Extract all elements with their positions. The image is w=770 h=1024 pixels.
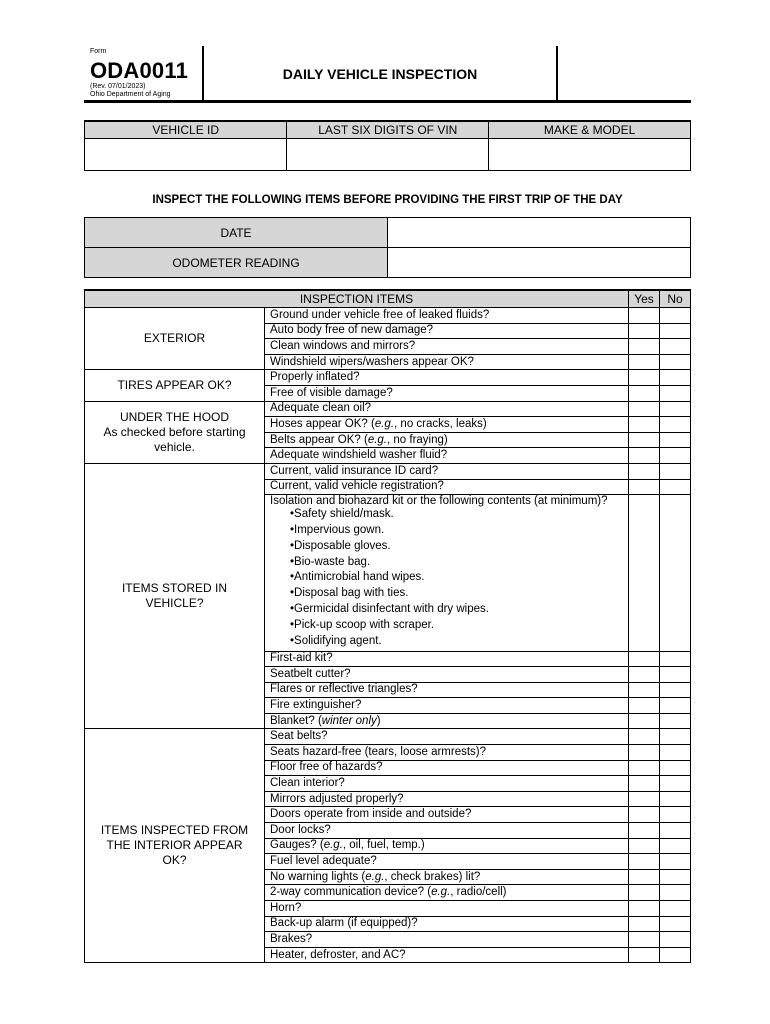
no-checkbox[interactable] bbox=[660, 901, 691, 917]
yes-checkbox[interactable] bbox=[629, 698, 660, 714]
no-checkbox[interactable] bbox=[660, 370, 691, 386]
date-odometer-table bbox=[84, 217, 691, 278]
date-label: DATE bbox=[85, 218, 388, 248]
no-checkbox[interactable] bbox=[660, 385, 691, 401]
form-title: DAILY VEHICLE INSPECTION bbox=[282, 66, 478, 82]
item-label: Gauges? (e.g., oil, fuel, temp.) bbox=[265, 838, 629, 854]
no-checkbox[interactable] bbox=[660, 354, 691, 370]
no-checkbox[interactable] bbox=[660, 417, 691, 433]
no-checkbox[interactable] bbox=[660, 463, 691, 479]
yes-checkbox[interactable] bbox=[629, 947, 660, 963]
item-label: Windshield wipers/washers appear OK? bbox=[265, 354, 629, 370]
yes-checkbox[interactable] bbox=[629, 916, 660, 932]
item-label: Properly inflated? bbox=[265, 370, 629, 386]
item-label: Current, valid vehicle registration? bbox=[265, 479, 629, 495]
category-items-stored: ITEMS STORED IN VEHICLE? bbox=[85, 463, 265, 729]
list-item: •Impervious gown. bbox=[290, 523, 385, 536]
table-row bbox=[85, 463, 691, 479]
revision-date: (Rev. 07/01/2023) bbox=[90, 83, 146, 90]
yes-checkbox[interactable] bbox=[629, 838, 660, 854]
yes-checkbox[interactable] bbox=[629, 401, 660, 417]
yes-checkbox[interactable] bbox=[629, 869, 660, 885]
yes-checkbox[interactable] bbox=[629, 791, 660, 807]
item-label: Flares or reflective triangles? bbox=[265, 682, 629, 698]
make-model-header: MAKE & MODEL bbox=[489, 121, 691, 139]
item-label: Blanket? (winter only) bbox=[265, 713, 629, 729]
list-item: •Pick-up scoop with scraper. bbox=[290, 618, 435, 631]
yes-checkbox[interactable] bbox=[629, 776, 660, 792]
item-label: Ground under vehicle free of leaked fluids? bbox=[265, 308, 629, 324]
no-checkbox[interactable] bbox=[660, 479, 691, 495]
vehicle-id-field[interactable] bbox=[85, 139, 287, 171]
item-label: Auto body free of new damage? bbox=[265, 323, 629, 339]
yes-header: Yes bbox=[629, 290, 660, 308]
form-number: ODA0011 bbox=[90, 58, 189, 83]
no-checkbox[interactable] bbox=[660, 682, 691, 698]
yes-checkbox[interactable] bbox=[629, 479, 660, 495]
make-model-field[interactable] bbox=[489, 139, 691, 171]
no-checkbox[interactable] bbox=[660, 885, 691, 901]
item-label: Heater, defroster, and AC? bbox=[265, 947, 629, 963]
yes-checkbox[interactable] bbox=[629, 417, 660, 433]
table-row bbox=[85, 401, 691, 417]
table-row bbox=[85, 308, 691, 324]
list-item: •Disposable gloves. bbox=[290, 539, 391, 552]
item-label: Doors operate from inside and outside? bbox=[265, 807, 629, 823]
no-header: No bbox=[660, 290, 691, 308]
item-label: Fuel level adequate? bbox=[265, 854, 629, 870]
no-checkbox[interactable] bbox=[660, 729, 691, 745]
list-item: •Disposal bag with ties. bbox=[290, 587, 409, 600]
header-rule bbox=[84, 100, 691, 103]
item-label: Horn? bbox=[265, 901, 629, 917]
item-label: Adequate windshield washer fluid? bbox=[265, 448, 629, 464]
yes-checkbox[interactable] bbox=[629, 885, 660, 901]
kit-item bbox=[265, 495, 629, 651]
no-checkbox[interactable] bbox=[660, 651, 691, 667]
odometer-field[interactable] bbox=[388, 248, 691, 278]
form-header bbox=[84, 46, 691, 102]
vehicle-table bbox=[84, 120, 691, 171]
yes-checkbox[interactable] bbox=[629, 932, 660, 948]
no-checkbox[interactable] bbox=[660, 854, 691, 870]
yes-checkbox[interactable] bbox=[629, 448, 660, 464]
yes-checkbox[interactable] bbox=[629, 463, 660, 479]
category-under-hood bbox=[85, 401, 265, 463]
yes-checkbox[interactable] bbox=[629, 901, 660, 917]
yes-checkbox[interactable] bbox=[629, 385, 660, 401]
inspection-table bbox=[84, 289, 691, 963]
yes-checkbox[interactable] bbox=[629, 713, 660, 729]
yes-checkbox[interactable] bbox=[629, 354, 660, 370]
yes-checkbox[interactable] bbox=[629, 339, 660, 355]
table-row bbox=[85, 370, 691, 386]
item-label: Free of visible damage? bbox=[265, 385, 629, 401]
category-exterior: EXTERIOR bbox=[85, 308, 265, 370]
yes-checkbox[interactable] bbox=[629, 370, 660, 386]
no-checkbox[interactable] bbox=[660, 698, 691, 714]
category-under-hood-title: UNDER THE HOOD bbox=[119, 409, 230, 424]
no-checkbox[interactable] bbox=[660, 932, 691, 948]
instruction-text: INSPECT THE FOLLOWING ITEMS BEFORE PROVIDING THE FIRST TRIP OF THE DAY bbox=[152, 194, 623, 206]
item-label: Floor free of hazards? bbox=[265, 760, 629, 776]
yes-checkbox[interactable] bbox=[629, 854, 660, 870]
item-label: Back-up alarm (if equipped)? bbox=[265, 916, 629, 932]
no-checkbox[interactable] bbox=[660, 432, 691, 448]
no-checkbox[interactable] bbox=[660, 308, 691, 324]
item-label: Current, valid insurance ID card? bbox=[265, 463, 629, 479]
no-checkbox[interactable] bbox=[660, 713, 691, 729]
yes-checkbox[interactable] bbox=[629, 682, 660, 698]
no-checkbox[interactable] bbox=[660, 947, 691, 963]
item-label: Door locks? bbox=[265, 823, 629, 839]
item-label: Clean windows and mirrors? bbox=[265, 339, 629, 355]
item-label: Seats hazard-free (tears, loose armrests)? bbox=[265, 745, 629, 761]
list-item: •Solidifying agent. bbox=[290, 634, 382, 647]
item-label: First-aid kit? bbox=[265, 651, 629, 667]
vehicle-id-header: VEHICLE ID bbox=[85, 121, 287, 139]
no-checkbox[interactable] bbox=[660, 760, 691, 776]
category-under-hood-note: As checked before starting vehicle. bbox=[103, 424, 246, 454]
list-item: •Germicidal disinfectant with dry wipes. bbox=[290, 602, 489, 615]
no-checkbox[interactable] bbox=[660, 869, 691, 885]
vin-header: LAST SIX DIGITS OF VIN bbox=[287, 121, 489, 139]
no-checkbox[interactable] bbox=[660, 339, 691, 355]
item-label: Seatbelt cutter? bbox=[265, 667, 629, 683]
odometer-label: ODOMETER READING bbox=[85, 248, 388, 278]
vin-field[interactable] bbox=[287, 139, 489, 171]
no-checkbox[interactable] bbox=[660, 745, 691, 761]
item-label: Adequate clean oil? bbox=[265, 401, 629, 417]
date-field[interactable] bbox=[388, 218, 691, 248]
header-divider bbox=[556, 46, 558, 100]
no-checkbox[interactable] bbox=[660, 807, 691, 823]
no-checkbox[interactable] bbox=[660, 776, 691, 792]
table-row bbox=[85, 729, 691, 745]
yes-checkbox[interactable] bbox=[629, 760, 660, 776]
no-checkbox[interactable] bbox=[660, 667, 691, 683]
yes-checkbox[interactable] bbox=[629, 308, 660, 324]
item-label: Fire extinguisher? bbox=[265, 698, 629, 714]
yes-checkbox[interactable] bbox=[629, 667, 660, 683]
item-label: Brakes? bbox=[265, 932, 629, 948]
yes-checkbox[interactable] bbox=[629, 323, 660, 339]
no-checkbox[interactable] bbox=[660, 823, 691, 839]
no-checkbox[interactable] bbox=[660, 916, 691, 932]
category-interior: ITEMS INSPECTED FROM THE INTERIOR APPEAR OK? bbox=[85, 729, 265, 963]
inspection-items-header: INSPECTION ITEMS bbox=[85, 290, 629, 308]
kit-title: Isolation and biohazard kit or the following contents (at minimum)? bbox=[270, 495, 608, 508]
no-checkbox[interactable] bbox=[660, 791, 691, 807]
list-item: •Safety shield/mask. bbox=[290, 508, 394, 521]
form-label: Form bbox=[90, 48, 107, 55]
no-checkbox[interactable] bbox=[660, 401, 691, 417]
list-item: •Antimicrobial hand wipes. bbox=[290, 571, 425, 584]
no-checkbox[interactable] bbox=[660, 838, 691, 854]
yes-checkbox[interactable] bbox=[629, 823, 660, 839]
item-label: Mirrors adjusted properly? bbox=[265, 791, 629, 807]
item-label: Seat belts? bbox=[265, 729, 629, 745]
no-checkbox[interactable] bbox=[660, 323, 691, 339]
item-label: Hoses appear OK? (e.g., no cracks, leaks) bbox=[265, 417, 629, 433]
item-label: No warning lights (e.g., check brakes) lit? bbox=[265, 869, 629, 885]
kit-list bbox=[270, 508, 628, 648]
item-label: Clean interior? bbox=[265, 776, 629, 792]
no-checkbox[interactable] bbox=[660, 448, 691, 464]
yes-checkbox[interactable] bbox=[629, 432, 660, 448]
item-label: 2-way communication device? (e.g., radio/cell) bbox=[265, 885, 629, 901]
yes-checkbox[interactable] bbox=[629, 729, 660, 745]
yes-checkbox[interactable] bbox=[629, 495, 660, 651]
department-name: Ohio Department of Aging bbox=[90, 91, 171, 98]
category-tires: TIRES APPEAR OK? bbox=[85, 370, 265, 401]
yes-checkbox[interactable] bbox=[629, 745, 660, 761]
yes-checkbox[interactable] bbox=[629, 651, 660, 667]
yes-checkbox[interactable] bbox=[629, 807, 660, 823]
item-label: Belts appear OK? (e.g., no fraying) bbox=[265, 432, 629, 448]
no-checkbox[interactable] bbox=[660, 495, 691, 651]
list-item: •Bio-waste bag. bbox=[290, 555, 371, 568]
